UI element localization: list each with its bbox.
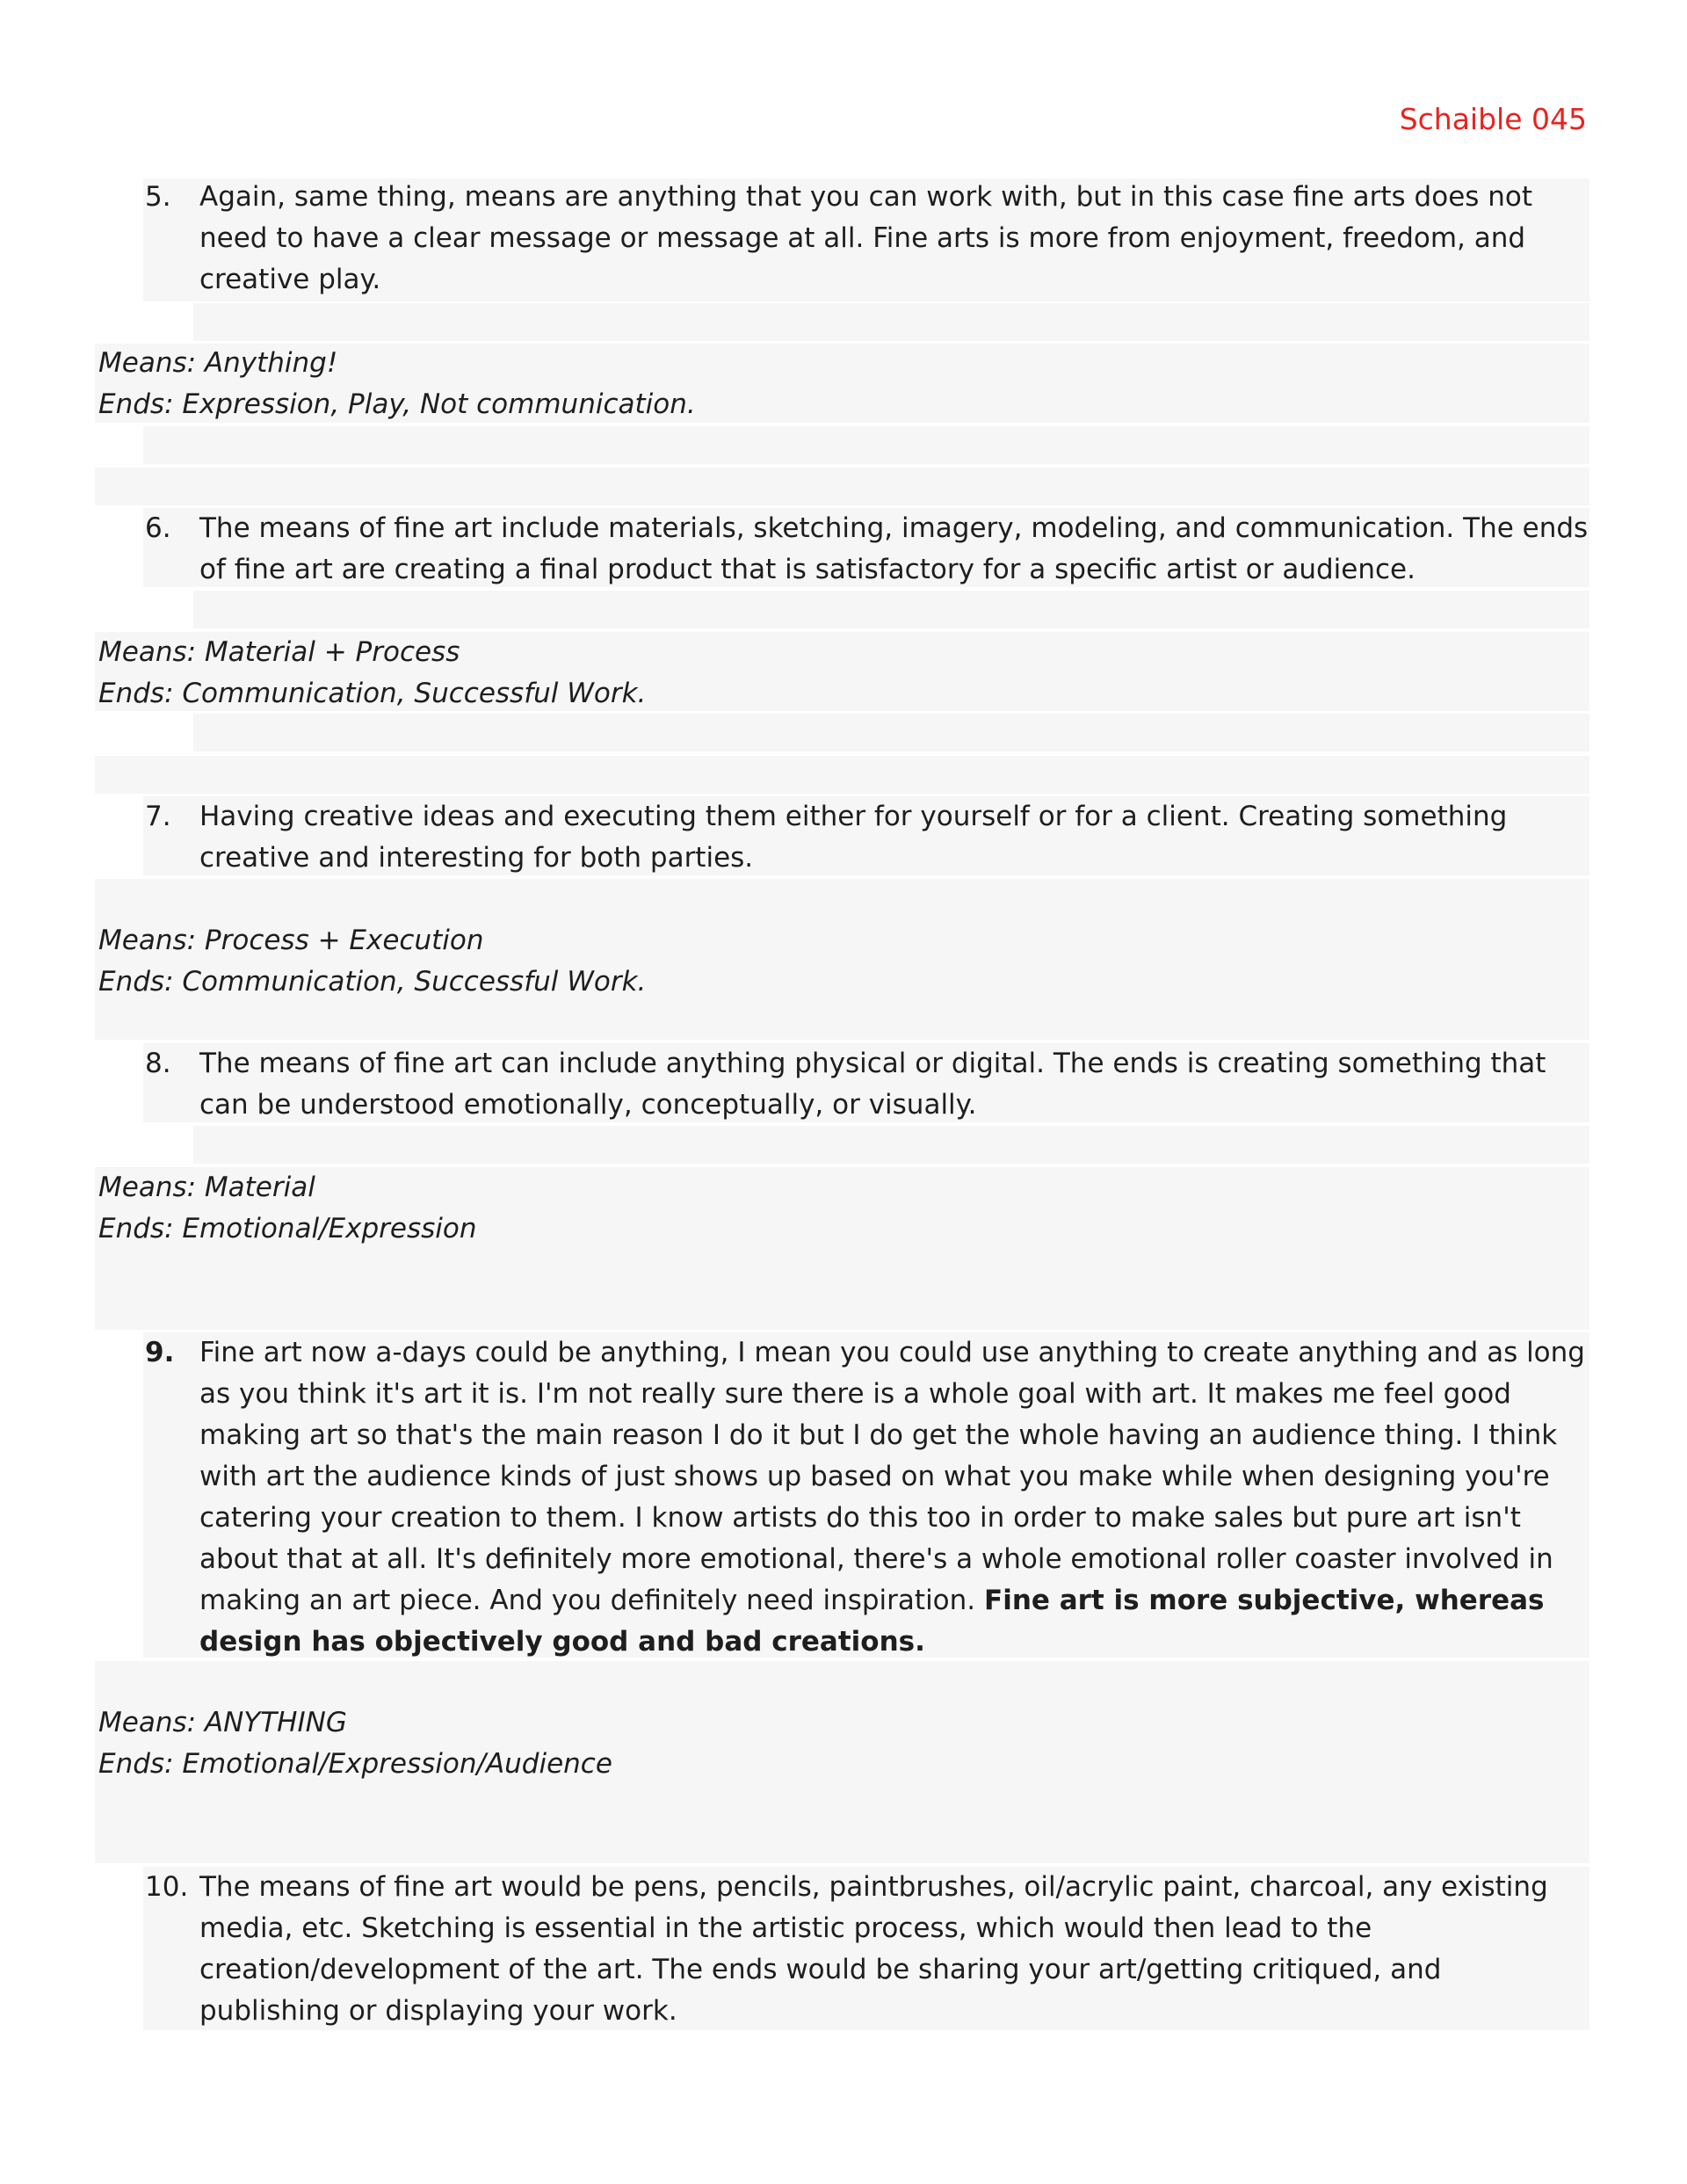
list-number: 10. xyxy=(145,1871,189,1903)
highlight-band xyxy=(143,426,1589,464)
means-line: Means: Material xyxy=(98,1172,315,1203)
list-number: 5. xyxy=(145,181,171,213)
list-item xyxy=(145,1043,1590,1126)
list-item-text: Having creative ideas and executing them either for yourself or for a client. Creating something creative and interesting for both parties. xyxy=(199,801,1508,874)
list-item xyxy=(145,508,1590,591)
list-number: 9. xyxy=(145,1337,175,1368)
ends-line: Ends: Communication, Successful Work. xyxy=(98,966,647,998)
list-item xyxy=(145,177,1590,301)
list-number: 6. xyxy=(145,512,171,544)
highlight-band xyxy=(95,756,1589,794)
page-header-label: Schaible 045 xyxy=(1399,102,1587,136)
list-item xyxy=(145,1332,1590,1663)
ends-line: Ends: Emotional/Expression/Audience xyxy=(98,1748,612,1780)
list-number: 8. xyxy=(145,1048,171,1079)
highlight-band xyxy=(193,591,1589,628)
list-item xyxy=(145,1867,1590,2032)
list-item-text xyxy=(199,1332,1590,1663)
list-item-text: The means of fine art would be pens, pencils, paintbrushes, oil/acrylic paint, charcoal, any existing media, etc. Sketching is essential in the artistic process, which would then lead to the creation/development of the art. The ends would be sharing your art/getting critiqued, and publishing or displaying your work. xyxy=(199,1871,1548,2027)
list-item-text: The means of fine art include materials, sketching, imagery, modeling, and communication. The ends of fine art are creating a final product that is satisfactory for a specific artist or audience. xyxy=(199,512,1589,585)
means-line: Means: Anything! xyxy=(98,347,338,379)
highlight-band xyxy=(95,468,1589,505)
ends-line: Ends: Expression, Play, Not communication. xyxy=(98,388,696,420)
highlight-band xyxy=(193,714,1589,751)
means-line: Means: Material + Process xyxy=(98,636,460,668)
ends-line: Ends: Emotional/Expression xyxy=(98,1213,477,1244)
list-number: 7. xyxy=(145,801,171,832)
ends-line: Ends: Communication, Successful Work. xyxy=(98,678,647,709)
means-line: Means: ANYTHING xyxy=(98,1707,347,1738)
list-item-text-bold: Fine art is more subjective, whereas design has objectively good and bad creations. xyxy=(199,1585,1545,1658)
list-item xyxy=(145,796,1590,879)
list-item-text: Again, same thing, means are anything that you can work with, but in this case fine arts does not need to have a clear message or message at all. Fine arts is more from enjoyment, freedom, and creative play. xyxy=(199,181,1533,295)
list-item-text-regular: Fine art now a-days could be anything, I mean you could use anything to create anything and as long as you think it's art it is. I'm not really sure there is a whole goal with art. It makes me feel good making art so that's the main reason I do it but I do get the whole having an audience thing. I think with art the audience kinds of just shows up based on what you make while when designing you're catering your creation to them. I know artists do this too in order to make sales but pure art isn't about that at all. It's definitely more emotional, there's a whole emotional roller coaster involved in making an art piece. And you definitely need inspiration. xyxy=(199,1337,1585,1616)
highlight-band xyxy=(193,1126,1589,1164)
means-line: Means: Process + Execution xyxy=(98,925,484,956)
highlight-band xyxy=(193,303,1589,341)
list-item-text: The means of fine art can include anything physical or digital. The ends is creating something that can be understood emotionally, conceptually, or visually. xyxy=(199,1048,1546,1121)
